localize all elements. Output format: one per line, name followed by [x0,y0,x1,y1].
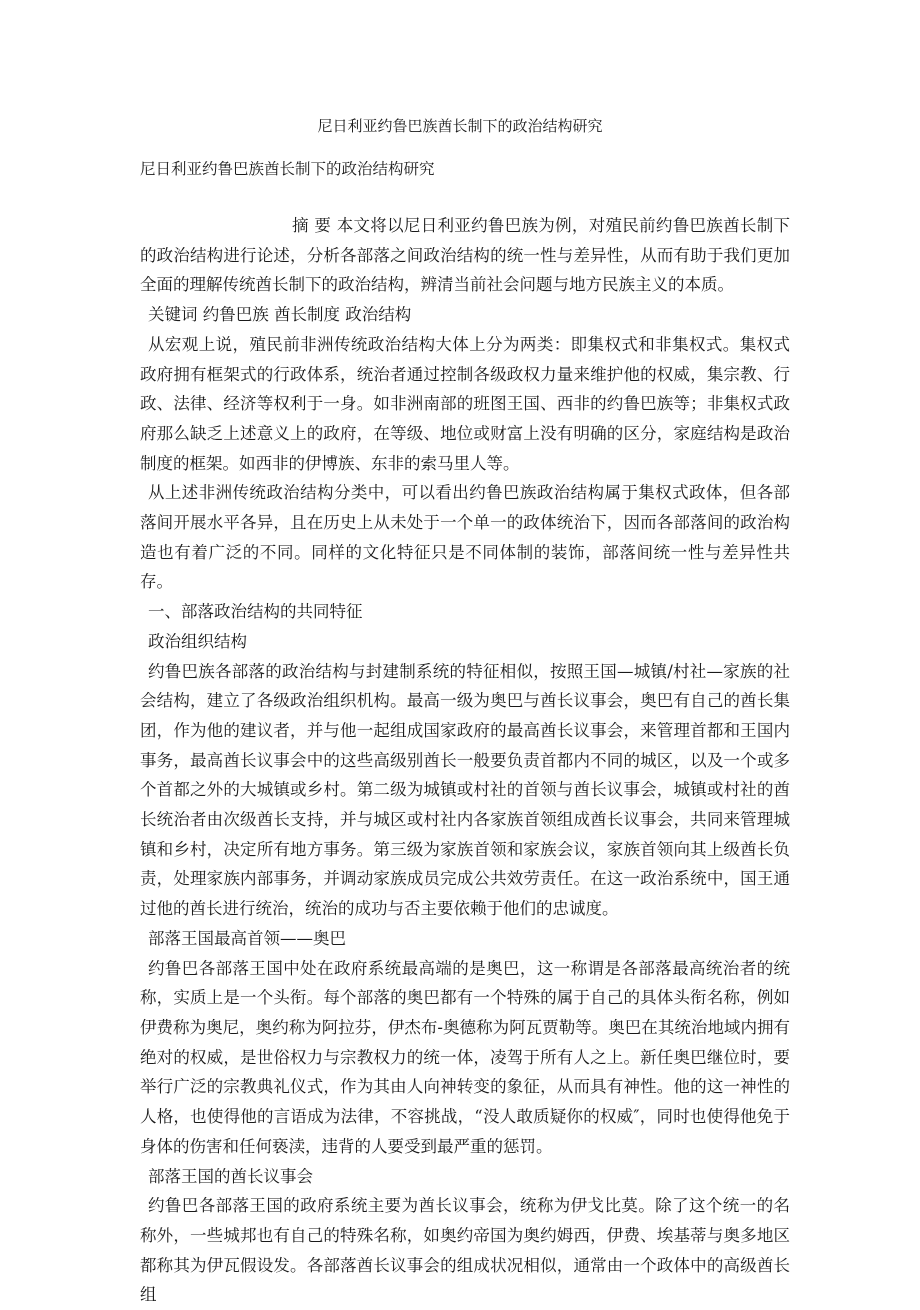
section-heading-common-features: 一、部落政治结构的共同特征 [148,602,363,622]
paragraph-oba: 约鲁巴各部落王国中处在政府系统最高端的是奥巴，这一称谓是各部落最高统治者的统称，实质上是一个头衔。每个部落的奥巴都有一个特殊的属于自己的具体头衔名称，例如伊费称为奥尼，奥约称为阿拉芬，伊杰布-奥德称为阿瓦贾勒等。奥巴在其统治地域内拥有绝对的权威，是世俗权力与宗教权力的统一体，凌驾于所有人之上。新任奥巴继位时，要举行广泛的宗教典礼仪式，作为其由人向神转变的象征，从而具有神性。他的这一神性的人格，也使得他的言语成为法律，不容挑战，“没人敢质疑你的权威″，同时也使得他免于身体的伤害和任何亵渎，违背的人要受到最严重的惩罚。 [140,958,790,1156]
paragraph-classification: 从上述非洲传统政治结构分类中，可以看出约鲁巴族政治结构属于集权式政体，但各部落间开展水平各异，且在历史上从未处于一个单一的政体统治下，因而各部落间的政治构造也有着广泛的不同。同样的文化特征只是不同体制的装饰，部落间统一性与差异性共存。 [140,483,790,592]
paragraph-chiefs-council: 约鲁巴各部落王国的政府系统主要为酋长议事会，统称为伊戈比莫。除了这个统一的名称外，一些城邦也有自己的特殊名称，如奥约帝国为奥约姆西，伊费、埃基蒂与奥多地区都称其为伊瓦假设发。各部落酋长议事会的组成状况相似，通常由一个政体中的高级酋长组 [140,1196,790,1305]
paragraph-macro-structure: 从宏观上说，殖民前非洲传统政治结构大体上分为两类：即集权式和非集权式。集权式政府拥有框架式的行政体系，统治者通过控制各级政权力量来维护他的权威，集宗教、行政、法律、经济等权利于一身。如非洲南部的班图王国、西非的约鲁巴族等；非集权式政府那么缺乏上述意义上的政府，在等级、地位或财富上没有明确的区分，家庭结构是政治制度的框架。如西非的伊博族、东非的索马里人等。 [140,334,790,473]
abstract-paragraph: 摘 要 本文将以尼日利亚约鲁巴族为例，对殖民前约鲁巴族酋长制下的政治结构进行论述，分析各部落之间政治结构的统一性与差异性，从而有助于我们更加全面的理解传统酋长制下的政治结构，辨清当前社会问题与地方民族主义的本质。 [140,216,790,295]
subheading-political-organization: 政治组织结构 [148,631,247,651]
page-title: 尼日利亚约鲁巴族酋长制下的政治结构研究 [317,117,603,135]
paragraph-political-organization: 约鲁巴族各部落的政治结构与封建制系统的特征相似，按照王国—城镇/村社—家族的社会结构，建立了各级政治组织机构。最高一级为奥巴与酋长议事会，奥巴有自己的酋长集团，作为他的建议者，并与他一起组成国家政府的最高酋长议事会，来管理首都和王国内事务，最高酋长议事会中的这些高级别酋长一般要负责首都内不同的城区，以及一个或多个首都之外的大城镇或乡村。第二级为城镇或村社的首领与酋长议事会，城镇或村社的酋长统治者由次级酋长支持，并与城区或村社内各家族首领组成酋长议事会，共同来管理城镇和乡村，决定所有地方事务。第三级为家族首领和家族会议，家族首领向其上级酋长负责，处理家族内部事务，并调动家族成员完成公共效劳责任。在这一政治系统中，国王通过他的酋长进行统治，统治的成功与否主要依赖于他们的忠诚度。 [140,661,790,919]
document-body [140,211,790,1310]
document-subtitle: 尼日利亚约鲁巴族酋长制下的政治结构研究 [140,160,435,178]
keywords-line: 关键词 约鲁巴族 酋长制度 政治结构 [148,305,412,325]
subheading-chiefs-council: 部落王国的酋长议事会 [148,1166,313,1186]
subheading-oba: 部落王国最高首领——奥巴 [148,928,346,948]
